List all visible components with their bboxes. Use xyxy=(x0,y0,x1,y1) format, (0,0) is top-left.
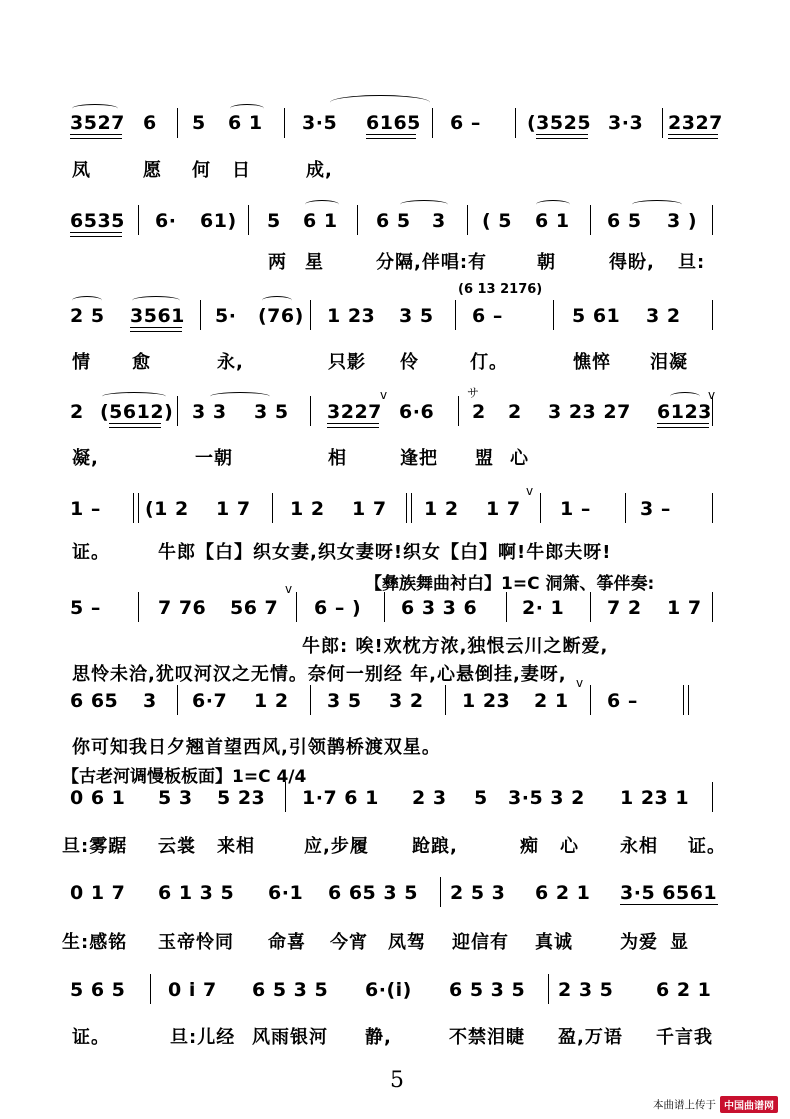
lyric-text: 思怜未洽,犹叹河汉之无情。奈何一别经 年,心悬倒挂,妻呀, xyxy=(72,664,567,685)
grace-notes: (6 13 2176) xyxy=(458,282,543,297)
lyric-text: 显 xyxy=(670,932,689,953)
lyric-text: 一朝 xyxy=(195,448,233,469)
note-group: 6 5 xyxy=(607,210,642,232)
note-group: 6 5 xyxy=(376,210,411,232)
lyric-text: 牛郎: 唉!欢枕方浓,独恨云川之断爱, xyxy=(302,636,609,657)
barline xyxy=(177,685,178,715)
barline xyxy=(440,877,441,907)
note-group: 6 65 3 5 xyxy=(328,882,418,904)
note-group: 2 xyxy=(472,401,486,423)
note-group: 3 ) xyxy=(667,210,698,232)
note-group: 0 i 7 xyxy=(168,979,217,1001)
lyric-text: 盟 xyxy=(475,448,494,469)
note-group: 1 23 xyxy=(462,690,511,712)
note-group: (5612) xyxy=(100,401,174,423)
barline xyxy=(712,493,713,523)
note-group: 6 65 xyxy=(70,690,119,712)
note-group: 5 23 xyxy=(217,787,266,809)
barline xyxy=(540,493,541,523)
note-group: 6 – ) xyxy=(314,597,362,619)
note-group: (1 2 xyxy=(145,498,189,520)
note-group: 5 – xyxy=(70,597,101,619)
beam xyxy=(70,138,122,139)
note-group: 6 xyxy=(143,112,157,134)
note-group: 5 6 5 xyxy=(70,979,126,1001)
barline xyxy=(310,396,311,426)
repeat-barline xyxy=(133,493,134,523)
beam xyxy=(130,327,182,328)
note-group: 3·3 xyxy=(608,112,644,134)
lyric-text: 牛郎【白】织女妻,织女妻呀!织女【白】啊!牛郎夫呀! xyxy=(158,542,612,563)
slur xyxy=(400,200,448,209)
lyric-text: 心 xyxy=(560,836,579,857)
lyric-text: 旦:雾踞 xyxy=(62,836,128,857)
lyric-text: 永相 xyxy=(620,836,658,857)
note-group: 5· xyxy=(215,305,237,327)
note-group: 5 xyxy=(192,112,206,134)
note-group: 2 1 xyxy=(534,690,569,712)
barline xyxy=(712,782,713,812)
barline xyxy=(177,108,178,138)
note-group: 6·6 xyxy=(399,401,435,423)
lyric-text: 逢把 xyxy=(400,448,438,469)
note-group: 7 2 xyxy=(607,597,642,619)
lyric-text: 千言我 xyxy=(656,1027,713,1048)
lyric-text: 为爱 xyxy=(620,932,658,953)
note-group: 3 2 xyxy=(389,690,424,712)
note-group: 6 5 3 5 xyxy=(449,979,526,1001)
note-group: 0 6 1 xyxy=(70,787,126,809)
lyric-text: 静, xyxy=(365,1027,392,1048)
lyric-text: 来相 xyxy=(217,836,255,857)
slur xyxy=(670,392,700,401)
barline xyxy=(712,592,713,622)
note-group: 6 1 xyxy=(228,112,263,134)
lyric-text: 只影 xyxy=(328,352,366,373)
note-group: 1 – xyxy=(70,498,101,520)
note-group: 2 xyxy=(70,401,84,423)
barline xyxy=(284,108,285,138)
note-group: 5 61 xyxy=(572,305,621,327)
beam xyxy=(536,138,588,139)
beam xyxy=(130,331,182,332)
lyric-text: 情 xyxy=(72,352,91,373)
note-group: 1 7 xyxy=(352,498,387,520)
credit-text: 本曲谱上传于 xyxy=(653,1099,716,1111)
note-group: 1 23 xyxy=(327,305,376,327)
barline xyxy=(458,396,459,426)
lyric-text: 愿 xyxy=(143,160,162,181)
note-group: 2 3 5 xyxy=(558,979,614,1001)
note-group: 3 5 xyxy=(254,401,289,423)
barline xyxy=(662,108,663,138)
note-group: 6· xyxy=(155,210,177,232)
note-group: 6535 xyxy=(70,210,125,232)
lyric-text: 朝 xyxy=(537,252,556,273)
barline xyxy=(467,205,468,235)
note-group: 2 5 3 xyxy=(450,882,506,904)
lyric-text: 日 xyxy=(232,160,251,181)
note-group: 2 5 xyxy=(70,305,105,327)
lyric-text: 凤驾 xyxy=(388,932,426,953)
slur xyxy=(632,200,682,209)
note-group: 6 3 3 6 xyxy=(401,597,478,619)
note-group: 56 7 xyxy=(230,597,279,619)
beam xyxy=(620,904,718,905)
note-group: 6 1 3 5 xyxy=(158,882,235,904)
lyric-text: 风雨银河 xyxy=(252,1027,328,1048)
breath-mark: v xyxy=(576,676,584,690)
barline xyxy=(712,300,713,330)
note-group: 3227 xyxy=(327,401,382,423)
note-group: 3 23 27 xyxy=(548,401,631,423)
note-group: 5 xyxy=(474,787,488,809)
beam xyxy=(536,134,588,135)
note-group: 6 – xyxy=(472,305,503,327)
slur xyxy=(305,200,339,209)
lyric-text: 证。 xyxy=(72,542,110,563)
lyric-text: 玉帝怜同 xyxy=(158,932,234,953)
note-group: (3525 xyxy=(527,112,592,134)
note-group: 3·5 xyxy=(302,112,338,134)
note-group: 1 23 1 xyxy=(620,787,690,809)
lyric-text: 成, xyxy=(306,160,333,181)
note-group: 2 3 xyxy=(412,787,447,809)
barline xyxy=(138,205,139,235)
beam xyxy=(366,134,416,135)
barline xyxy=(506,592,507,622)
lyric-text: 盈,万语 xyxy=(558,1027,623,1048)
barline xyxy=(590,205,591,235)
note-group: 6165 xyxy=(366,112,421,134)
note-group: 6 1 xyxy=(535,210,570,232)
barline xyxy=(548,974,549,1004)
barline xyxy=(310,685,311,715)
slur xyxy=(210,392,270,401)
repeat-barline xyxy=(406,493,407,523)
beam xyxy=(109,427,161,428)
note-group: 2 xyxy=(508,401,522,423)
slur xyxy=(132,296,180,305)
lyric-text: 迎信有 xyxy=(452,932,509,953)
breath-mark: v xyxy=(285,582,293,596)
note-group: 3561 xyxy=(130,305,185,327)
note-group: 6 – xyxy=(450,112,481,134)
lyric-text: 伶 xyxy=(400,352,419,373)
lyric-text: 愈 xyxy=(132,352,151,373)
barline xyxy=(296,592,297,622)
lyric-text: 证。 xyxy=(688,836,726,857)
barline xyxy=(200,300,201,330)
note-group: 3 2 xyxy=(646,305,681,327)
breath-mark: v xyxy=(380,388,388,402)
beam xyxy=(366,138,416,139)
slur xyxy=(262,296,292,305)
note-group: 1 7 xyxy=(216,498,251,520)
note-group: 3·5 6561 xyxy=(620,882,718,904)
page-number: 5 xyxy=(390,1068,404,1093)
barline xyxy=(357,205,358,235)
barline xyxy=(272,493,273,523)
note-group: 5 xyxy=(267,210,281,232)
lyric-text: 云裳 xyxy=(158,836,196,857)
upload-credit xyxy=(653,1096,778,1113)
slur xyxy=(102,392,166,401)
lyric-text: 心 xyxy=(510,448,529,469)
beam xyxy=(668,134,718,135)
lyric-text: 今宵 xyxy=(330,932,368,953)
barline xyxy=(625,493,626,523)
lyric-text: 泪凝 xyxy=(650,352,688,373)
note-group: ( 5 xyxy=(482,210,513,232)
barline xyxy=(712,205,713,235)
note-group: 1 2 xyxy=(254,690,289,712)
note-group: 7 76 xyxy=(158,597,207,619)
barline xyxy=(310,300,311,330)
note-group: 6·7 xyxy=(192,690,228,712)
beam xyxy=(70,134,122,135)
note-group: (76) xyxy=(258,305,304,327)
lyric-text: 命喜 xyxy=(268,932,306,953)
lyric-text: 应,步履 xyxy=(304,836,369,857)
barline xyxy=(455,300,456,330)
lyric-text: 你可知我日夕翘首望西风,引领鹊桥渡双星。 xyxy=(72,737,441,758)
note-group: 1 2 xyxy=(290,498,325,520)
barline xyxy=(150,974,151,1004)
lyric-text: 分隔,伴唱:有 xyxy=(376,252,488,273)
lyric-text: 真诚 xyxy=(535,932,573,953)
note-group: 1·7 6 1 xyxy=(302,787,379,809)
barline xyxy=(445,685,446,715)
note-group: 2327 xyxy=(668,112,723,134)
note-group: 3 xyxy=(143,690,157,712)
lyric-text: 旦:儿经 xyxy=(170,1027,236,1048)
beam xyxy=(70,236,122,237)
lyric-text: 星 xyxy=(305,252,324,273)
note-group: 3 5 xyxy=(327,690,362,712)
note-group: 6 2 1 xyxy=(535,882,591,904)
note-group: 6 2 1 xyxy=(656,979,712,1001)
beam xyxy=(327,423,379,424)
lyric-text: 凝, xyxy=(72,448,99,469)
note-group: 6123 xyxy=(657,401,712,423)
barline xyxy=(177,396,178,426)
barline xyxy=(553,300,554,330)
breath-mark: v xyxy=(526,484,534,498)
slur xyxy=(72,296,102,305)
lyric-text: 跄踉, xyxy=(412,836,458,857)
barline xyxy=(248,205,249,235)
beam xyxy=(327,427,379,428)
barline xyxy=(590,685,591,715)
note-group: 61) xyxy=(200,210,237,232)
lyric-text: 仃。 xyxy=(470,352,508,373)
note-group: 1 7 xyxy=(486,498,521,520)
lyric-text: 凤 xyxy=(72,160,91,181)
note-group: 1 2 xyxy=(424,498,459,520)
note-group: 1 7 xyxy=(667,597,702,619)
lyric-text: 生:感铭 xyxy=(62,932,128,953)
barline xyxy=(384,592,385,622)
barline xyxy=(138,592,139,622)
slur xyxy=(536,200,570,209)
lyric-text: 不禁泪睫 xyxy=(449,1027,525,1048)
lyric-text: 憔悴 xyxy=(573,352,611,373)
note-group: 3 xyxy=(432,210,446,232)
beam xyxy=(657,423,709,424)
barline xyxy=(515,108,516,138)
site-logo[interactable]: 中国曲谱网 xyxy=(720,1096,778,1113)
final-barline xyxy=(683,685,684,715)
beam xyxy=(70,232,122,233)
note-group: 2· 1 xyxy=(522,597,565,619)
note-group: 3 – xyxy=(640,498,671,520)
lyric-text: 相 xyxy=(328,448,347,469)
lyric-text: 旦: xyxy=(678,252,706,273)
header-text: 【彝族舞曲衬白】1=C 洞箫、筝伴奏: xyxy=(365,574,655,594)
beam xyxy=(657,427,709,428)
lyric-text: 永, xyxy=(217,352,244,373)
note-group: 6 1 xyxy=(303,210,338,232)
lyric-text: 得盼, xyxy=(609,252,655,273)
header-text: 【古老河调慢板板面】1=C 4/4 xyxy=(62,767,307,787)
barline xyxy=(432,108,433,138)
lyric-text: 何 xyxy=(192,160,211,181)
note-group: 6 5 3 5 xyxy=(252,979,329,1001)
note-group: 6·(i) xyxy=(365,979,412,1001)
note-group: 3527 xyxy=(70,112,125,134)
lyric-text: 痴 xyxy=(520,836,539,857)
note-group: 0 1 7 xyxy=(70,882,126,904)
lyric-text: 两 xyxy=(268,252,287,273)
sa-mark: サ xyxy=(467,386,480,400)
breath-mark: v xyxy=(708,388,716,402)
note-group: 3 5 xyxy=(399,305,434,327)
note-group: 3 3 xyxy=(192,401,227,423)
note-group: 6 – xyxy=(607,690,638,712)
slur xyxy=(330,95,430,110)
barline xyxy=(590,592,591,622)
note-group: 3·5 3 2 xyxy=(508,787,585,809)
beam xyxy=(668,138,718,139)
beam xyxy=(109,423,161,424)
note-group: 6·1 xyxy=(268,882,304,904)
note-group: 5 3 xyxy=(158,787,193,809)
lyric-text: 证。 xyxy=(72,1027,110,1048)
note-group: 1 – xyxy=(560,498,591,520)
